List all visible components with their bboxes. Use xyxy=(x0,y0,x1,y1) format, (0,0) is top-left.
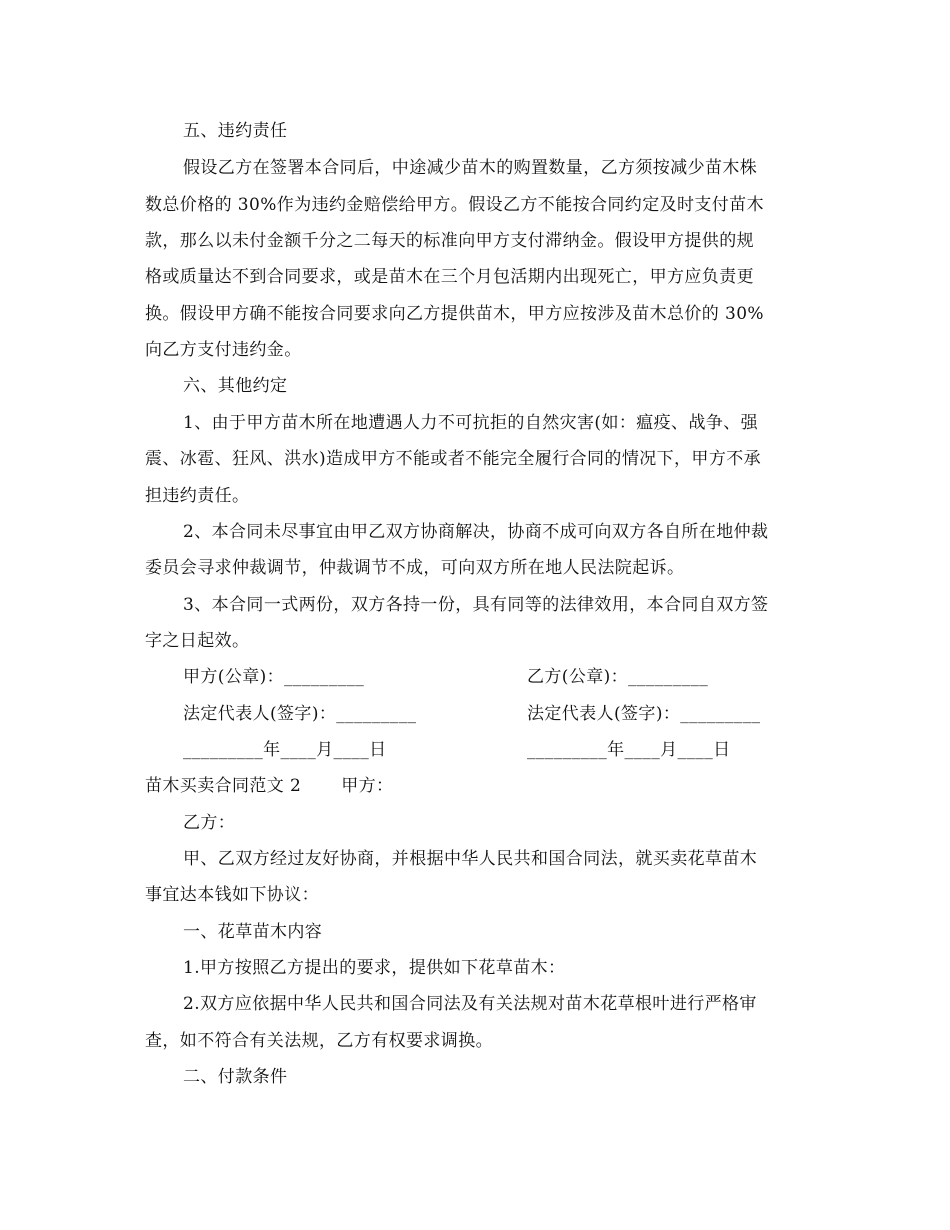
paragraph-line: 字之日起效。 xyxy=(145,631,250,651)
paragraph-line: 委员会寻求仲裁调节，仲裁调节不成，可向双方所在地人民法院起诉。 xyxy=(145,558,685,578)
party-b-representative-field: 法定代表人(签字)：_________ xyxy=(527,704,761,724)
paragraph-line: 担违约责任。 xyxy=(145,486,250,506)
sample2-party-a: 甲方： xyxy=(341,776,394,796)
paragraph-line: 3、本合同一式两份，双方各持一份，具有同等的法律效用，本合同自双方签 xyxy=(183,595,769,615)
section-heading-content: 一、花草苗木内容 xyxy=(183,922,323,942)
paragraph-line: 换。假设甲方确不能按合同要求向乙方提供苗木，甲方应按涉及苗木总价的 30% xyxy=(145,304,764,324)
sample2-party-b: 乙方： xyxy=(183,813,236,833)
paragraph-line: 1.甲方按照乙方提出的要求，提供如下花草苗木： xyxy=(183,958,566,978)
paragraph-line: 查，如不符合有关法规，乙方有权要求调换。 xyxy=(145,1031,493,1051)
section-heading-other: 六、其他约定 xyxy=(183,376,288,396)
section-heading-breach: 五、违约责任 xyxy=(183,121,288,141)
paragraph-line: 假设乙方在签署本合同后，中途减少苗木的购置数量，乙方须按减少苗木株 xyxy=(183,158,758,178)
party-b-seal-field: 乙方(公章)：_________ xyxy=(527,667,709,687)
party-a-seal-field: 甲方(公章)：_________ xyxy=(183,667,365,687)
sample2-title: 苗木买卖合同范文 2 xyxy=(145,776,302,796)
paragraph-line: 款，那么以未付金额千分之二每天的标准向甲方支付滞纳金。假设甲方提供的规 xyxy=(145,231,754,251)
section-heading-payment: 二、付款条件 xyxy=(183,1067,288,1087)
party-b-date-field: _________年____月____日 xyxy=(527,740,731,760)
paragraph-line: 事宜达本钱如下协议： xyxy=(145,885,319,905)
party-a-representative-field: 法定代表人(签字)：_________ xyxy=(183,704,417,724)
paragraph-line: 1、由于甲方苗木所在地遭遇人力不可抗拒的自然灾害(如：瘟疫、战争、强 xyxy=(183,413,759,433)
paragraph-line: 甲、乙双方经过友好协商，并根据中华人民共和国合同法，就买卖花草苗木 xyxy=(183,849,758,869)
paragraph-line: 2.双方应依据中华人民共和国合同法及有关法规对苗木花草根叶进行严格审 xyxy=(183,994,757,1014)
party-a-date-field: _________年____月____日 xyxy=(183,740,387,760)
paragraph-line: 2、本合同未尽事宜由甲乙双方协商解决，协商不成可向双方各自所在地仲裁 xyxy=(183,522,769,542)
paragraph-line: 数总价格的 30%作为违约金赔偿给甲方。假设乙方不能按合同约定及时支付苗木 xyxy=(145,195,764,215)
paragraph-line: 格或质量达不到合同要求，或是苗木在三个月包活期内出现死亡，甲方应负责更 xyxy=(145,267,754,287)
paragraph-line: 震、冰雹、狂风、洪水)造成甲方不能或者不能完全履行合同的情况下，甲方不承 xyxy=(145,449,762,469)
paragraph-line: 向乙方支付违约金。 xyxy=(145,340,302,360)
sample2-title-row xyxy=(145,776,810,796)
